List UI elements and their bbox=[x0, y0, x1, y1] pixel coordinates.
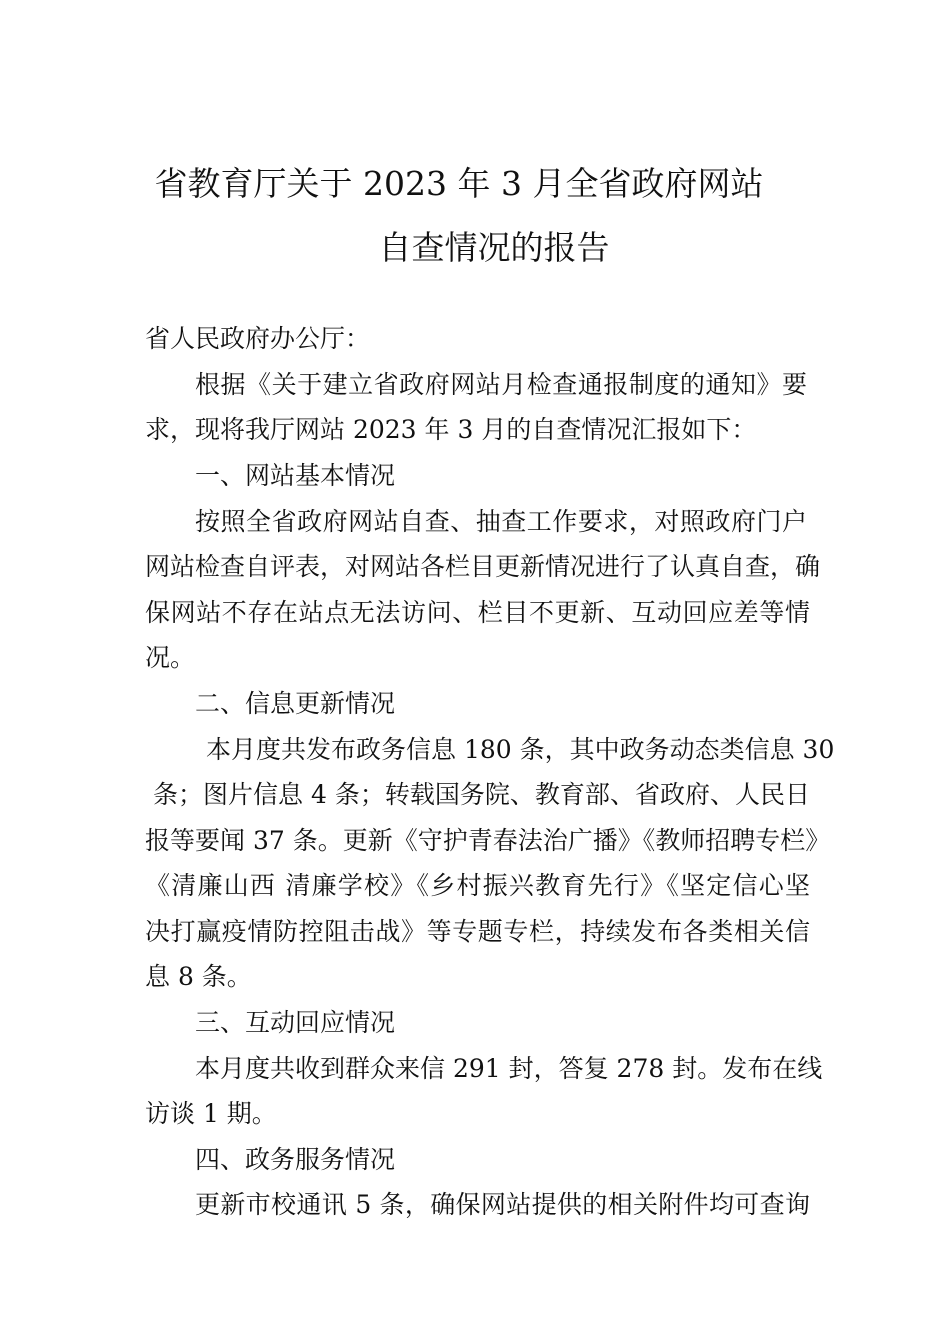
section-heading-4: 四、政务服务情况 bbox=[195, 1145, 396, 1174]
section2-line-3: 报等要闻 37 条。更新《守护青春法治广播》《教师招聘专栏》 bbox=[145, 826, 831, 855]
section2-line-5: 决打赢疫情防控阻击战》等专题专栏，持续发布各类相关信 bbox=[145, 917, 810, 946]
section1-line-1: 按照全省政府网站自查、抽查工作要求，对照政府门户 bbox=[195, 507, 807, 536]
document-title-line-1: 省教育厅关于 2023 年 3 月全省政府网站 bbox=[154, 164, 764, 203]
section1-line-3: 保网站不存在站点无法访问、栏目不更新、互动回应差等情 bbox=[145, 598, 810, 627]
section3-line-1: 本月度共收到群众来信 291 封，答复 278 封。发布在线 bbox=[195, 1054, 823, 1083]
section1-line-2: 网站检查自评表，对网站各栏目更新情况进行了认真自查，确 bbox=[145, 552, 821, 581]
intro-line-2: 求，现将我厅网站 2023 年 3 月的自查情况汇报如下： bbox=[145, 415, 757, 444]
section1-line-4: 况。 bbox=[145, 643, 196, 672]
section2-line-4: 《清廉山西 清廉学校》《乡村振兴教育先行》《坚定信心坚 bbox=[145, 871, 810, 900]
section-heading-3: 三、互动回应情况 bbox=[195, 1008, 396, 1037]
section-heading-1: 一、网站基本情况 bbox=[195, 461, 396, 490]
salutation: 省人民政府办公厅： bbox=[145, 324, 371, 353]
intro-line-1: 根据《关于建立省政府网站月检查通报制度的通知》要 bbox=[195, 370, 807, 399]
section2-line-1: 本月度共发布政务信息 180 条，其中政务动态类信息 30 bbox=[206, 735, 835, 764]
section2-line-2: 条；图片信息 4 条；转载国务院、教育部、省政府、人民日 bbox=[153, 780, 810, 809]
document-title-line-2: 自查情况的报告 bbox=[378, 228, 610, 267]
section3-line-2: 访谈 1 期。 bbox=[145, 1099, 277, 1128]
section4-line-1: 更新市校通讯 5 条，确保网站提供的相关附件均可查询 bbox=[195, 1190, 810, 1219]
section2-line-6: 息 8 条。 bbox=[145, 962, 252, 991]
section-heading-2: 二、信息更新情况 bbox=[195, 689, 396, 718]
